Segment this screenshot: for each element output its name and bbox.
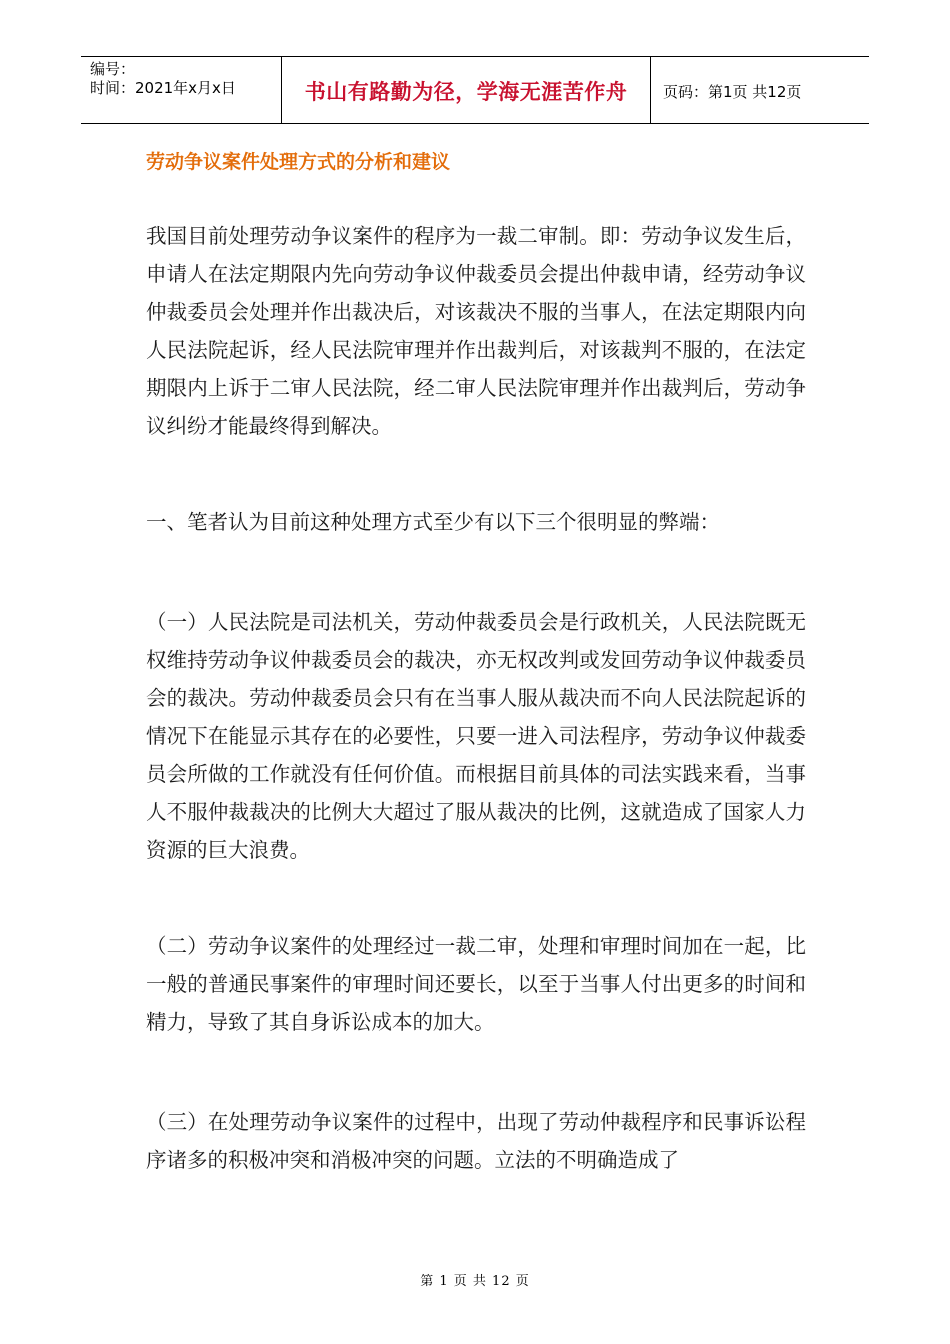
document-header [81, 56, 869, 124]
date-label: 时间：2021年x月x日 [90, 79, 236, 97]
paragraph-point-three: （三）在处理劳动争议案件的过程中，出现了劳动仲裁程序和民事诉讼程序诸多的积极冲突和消极冲突的问题。立法的不明确造成了 [146, 1110, 806, 1172]
header-meta-cell [81, 57, 281, 123]
header-page-cell [651, 57, 869, 123]
document-title: 劳动争议案件处理方式的分析和建议 [146, 151, 451, 173]
serial-number-label: 编号： [90, 60, 136, 78]
header-motto: 书山有路勤为径，学海无涯苦作舟 [304, 80, 628, 104]
header-motto-cell [281, 57, 651, 123]
header-page-info: 页码：第1页 共12页 [663, 82, 802, 101]
paragraph-point-two: （二）劳动争议案件的处理经过一裁二审，处理和审理时间加在一起，比一般的普通民事案件的审理时间还要长，以至于当事人付出更多的时间和精力，导致了其自身诉讼成本的加大。 [146, 934, 806, 1034]
paragraph-intro: 我国目前处理劳动争议案件的程序为一裁二审制。即：劳动争议发生后，申请人在法定期限内先向劳动争议仲裁委员会提出仲裁申请，经劳动争议仲裁委员会处理并作出裁决后，对该裁决不服的当事人，在法定期限内向人民法院起诉，经人民法院审理并作出裁判后，对该裁判不服的，在法定期限内上诉于二审人民法院，经二审人民法院审理并作出裁判后，劳动争议纠纷才能最终得到解决。 [146, 224, 806, 438]
page-footer: 第 1 页 共 12 页 [420, 1274, 530, 1289]
paragraph-section-heading: 一、笔者认为目前这种处理方式至少有以下三个很明显的弊端： [146, 510, 720, 534]
paragraph-point-one: （一）人民法院是司法机关，劳动仲裁委员会是行政机关，人民法院既无权维持劳动争议仲裁委员会的裁决，亦无权改判或发回劳动争议仲裁委员会的裁决。劳动仲裁委员会只有在当事人服从裁决而不向人民法院起诉的情况下在能显示其存在的必要性，只要一进入司法程序，劳动争议仲裁委员会所做的工作就没有任何价值。而根据目前具体的司法实践来看，当事人不服仲裁裁决的比例大大超过了服从裁决的比例，这就造成了国家人力资源的巨大浪费。 [146, 610, 806, 862]
